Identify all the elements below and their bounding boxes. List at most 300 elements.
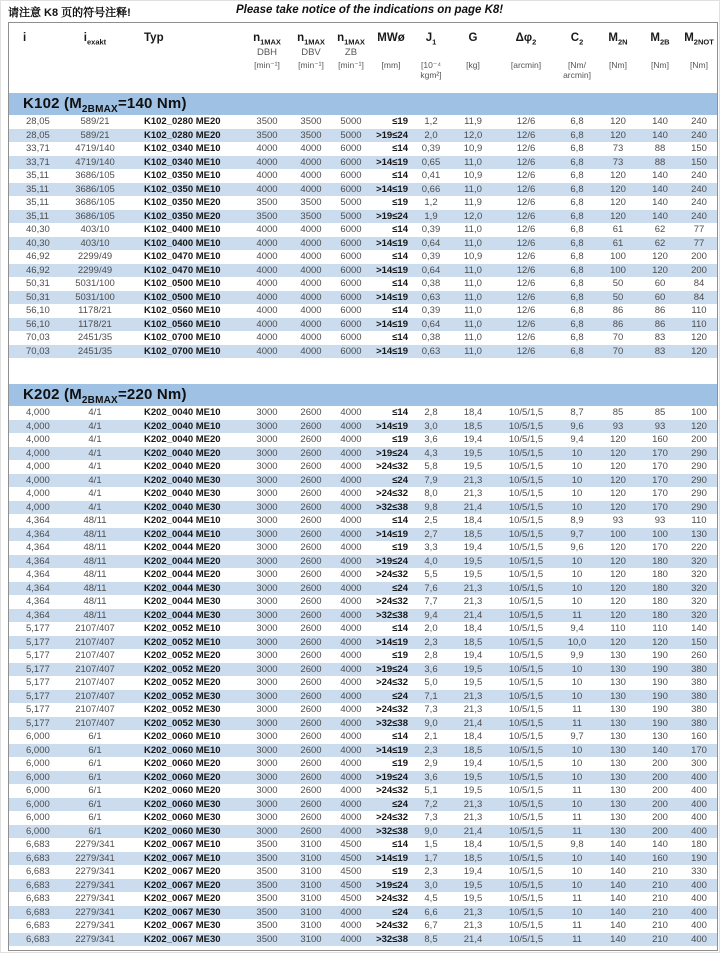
cell-n1max-dbh: 3000 (256, 717, 278, 729)
column-unit2: kgm²] (420, 70, 442, 80)
cell-mwo: ≤19 (392, 116, 408, 127)
column-symbol (451, 31, 495, 47)
cell-m2not: 320 (691, 582, 707, 594)
column-unit: [min⁻¹] (298, 60, 324, 70)
cell-iexakt: 2451/35 (77, 345, 113, 357)
cell-m2not: 400 (691, 906, 707, 918)
symbol-subscript: 1MAX (260, 37, 281, 47)
table-sections (9, 93, 717, 946)
cell-m2not: 290 (691, 488, 707, 499)
cell-mwo: >14≤19 (376, 636, 408, 648)
cell-i: 6,683 (26, 893, 50, 904)
cell-m2b: 130 (652, 731, 668, 742)
cell-m2n: 120 (610, 542, 626, 553)
cell-typ: K202_0040 ME30 (144, 501, 221, 513)
cell-iexakt: 403/10 (80, 237, 110, 249)
cell-m2n: 140 (610, 906, 626, 918)
cell-m2not: 77 (693, 237, 705, 249)
cell-n1max-dbh: 3000 (256, 474, 278, 486)
cell-m2not: 220 (691, 542, 707, 553)
cell-m2b: 210 (652, 866, 668, 877)
symbol-text: C (570, 32, 580, 44)
cell-m2b: 120 (652, 636, 668, 648)
section-title-subscript: 2BMAX (81, 395, 118, 406)
spec-table (8, 22, 718, 951)
cell-n1max-zb: 5000 (340, 129, 362, 141)
symbol-subscript: 2 (532, 37, 537, 47)
cell-j1: 7,3 (424, 812, 438, 823)
cell-c2: 11 (572, 933, 582, 945)
cell-typ: K202_0067 ME10 (144, 852, 221, 864)
cell-m2b: 190 (652, 650, 668, 661)
cell-dphi2: 12/6 (516, 237, 536, 249)
cell-typ: K102_0340 ME10 (144, 156, 221, 168)
note-english: Please take notice of the indications on page K8! (236, 4, 504, 16)
cell-i: 50,31 (26, 278, 50, 289)
cell-m2b: 86 (654, 318, 666, 330)
cell-iexakt: 2107/407 (75, 663, 115, 675)
cell-m2not: 260 (691, 650, 707, 661)
table-row (9, 798, 717, 812)
cell-dphi2: 12/6 (516, 291, 536, 303)
cell-mwo: >14≤19 (376, 852, 408, 864)
cell-mwo: >19≤24 (376, 555, 408, 567)
cell-iexakt: 4/1 (88, 447, 102, 459)
cell-n1max-dbv: 2600 (300, 488, 322, 499)
cell-typ: K202_0052 ME10 (144, 623, 221, 634)
cell-g: 21,3 (463, 596, 483, 607)
cell-iexakt: 4/1 (88, 420, 102, 432)
cell-m2n: 140 (610, 866, 626, 877)
cell-typ: K202_0044 ME30 (144, 582, 221, 594)
cell-m2n: 85 (612, 407, 624, 418)
cell-j1: 0,64 (421, 237, 441, 249)
cell-n1max-zb: 4000 (340, 798, 362, 810)
cell-g: 11,0 (464, 291, 482, 303)
column-symbol (291, 31, 331, 47)
cell-m2not: 77 (693, 224, 705, 235)
cell-m2n: 120 (610, 129, 626, 141)
section-title (9, 93, 717, 115)
cell-g: 19,5 (463, 677, 483, 688)
cell-m2n: 120 (610, 488, 626, 499)
cell-typ: K202_0044 ME10 (144, 515, 221, 526)
cell-mwo: ≤14 (392, 515, 408, 526)
cell-c2: 6,8 (570, 251, 584, 262)
cell-dphi2: 10/5/1,5 (508, 542, 544, 553)
cell-typ: K202_0052 ME20 (144, 677, 221, 688)
cell-i: 56,10 (26, 318, 50, 330)
cell-typ: K202_0067 ME10 (144, 839, 221, 850)
cell-m2not: 160 (691, 731, 707, 742)
cell-iexakt: 48/11 (83, 582, 107, 594)
cell-m2b: 140 (652, 744, 668, 756)
cell-j1: 4,3 (424, 447, 438, 459)
symbol-subscript: 2 (579, 37, 584, 47)
column-variant-label (495, 47, 557, 60)
cell-n1max-dbv: 2600 (300, 528, 322, 540)
column-symbol (243, 31, 291, 47)
cell-dphi2: 12/6 (516, 210, 536, 222)
cell-typ: K102_0340 ME10 (144, 143, 221, 154)
cell-j1: 9,0 (424, 717, 438, 729)
cell-j1: 7,2 (424, 798, 438, 810)
cell-g: 18,4 (463, 839, 483, 850)
cell-n1max-dbh: 3000 (256, 609, 278, 621)
cell-m2b: 140 (652, 116, 668, 127)
cell-c2: 10,0 (567, 636, 587, 648)
cell-i: 6,683 (26, 920, 50, 931)
column-unit: [min⁻¹] (338, 60, 364, 70)
symbol-text: G (468, 32, 478, 44)
cell-i: 6,683 (26, 852, 50, 864)
cell-m2not: 180 (691, 839, 707, 850)
cell-j1: 2,0 (424, 623, 438, 634)
table-row (9, 649, 717, 663)
cell-m2not: 320 (691, 569, 707, 580)
cell-dphi2: 10/5/1,5 (508, 677, 544, 688)
cell-mwo: ≤14 (392, 170, 408, 181)
cell-typ: K102_0560 ME10 (144, 318, 221, 330)
cell-m2not: 150 (691, 156, 707, 168)
cell-mwo: ≤14 (392, 305, 408, 316)
cell-m2b: 200 (652, 812, 668, 823)
table-row (9, 460, 717, 474)
column-symbol (331, 31, 371, 47)
column-unit: [Nm/ (568, 60, 586, 70)
cell-j1: 2,8 (424, 407, 438, 418)
cell-j1: 2,3 (424, 744, 438, 756)
cell-mwo: >19≤24 (376, 663, 408, 675)
cell-mwo: >24≤32 (376, 920, 408, 931)
cell-g: 11,0 (464, 224, 482, 235)
table-row (9, 474, 717, 488)
cell-n1max-dbh: 4000 (256, 264, 278, 276)
cell-c2: 10 (571, 771, 583, 783)
symbol-subscript: exakt (87, 37, 107, 47)
cell-m2b: 93 (654, 515, 666, 526)
cell-iexakt: 2107/407 (75, 636, 115, 648)
cell-iexakt: 2107/407 (75, 690, 115, 702)
cell-mwo: ≤14 (392, 278, 408, 289)
cell-i: 4,000 (26, 434, 50, 445)
cell-dphi2: 10/5/1,5 (508, 825, 544, 837)
table-row (9, 223, 717, 237)
cell-typ: K202_0060 ME30 (144, 798, 221, 810)
cell-typ: K202_0044 ME20 (144, 569, 221, 580)
cell-dphi2: 10/5/1,5 (508, 731, 544, 742)
symbol-text: i (23, 32, 27, 44)
column-header-mwo (371, 31, 411, 93)
cell-iexakt: 4719/140 (75, 143, 115, 154)
cell-n1max-dbv: 2600 (300, 744, 322, 756)
cell-n1max-zb: 6000 (340, 332, 362, 343)
column-symbol (23, 31, 59, 47)
cell-m2not: 400 (691, 893, 707, 904)
cell-m2not: 120 (691, 332, 707, 343)
cell-m2n: 130 (610, 704, 626, 715)
cell-g: 19,4 (463, 434, 483, 445)
cell-m2not: 400 (691, 825, 707, 837)
cell-dphi2: 12/6 (516, 278, 536, 289)
cell-i: 4,364 (26, 569, 50, 580)
cell-n1max-dbv: 4000 (300, 170, 322, 181)
cell-m2not: 100 (691, 407, 707, 418)
cell-m2not: 200 (691, 434, 707, 445)
cell-n1max-dbv: 2600 (300, 758, 322, 769)
column-variant-label (557, 47, 597, 60)
cell-n1max-dbv: 4000 (300, 345, 322, 357)
cell-n1max-dbh: 4000 (256, 143, 278, 154)
cell-mwo: >19≤24 (376, 210, 408, 222)
cell-i: 5,177 (26, 677, 50, 688)
cell-m2not: 290 (691, 461, 707, 472)
cell-typ: K202_0052 ME30 (144, 717, 221, 729)
cell-m2b: 88 (654, 143, 666, 154)
column-unit: [mm] (381, 60, 401, 70)
cell-mwo: ≤19 (392, 434, 408, 445)
cell-m2n: 61 (612, 224, 624, 235)
cell-n1max-zb: 4500 (340, 879, 362, 891)
cell-n1max-dbh: 4000 (256, 332, 278, 343)
cell-g: 18,4 (463, 731, 483, 742)
cell-m2not: 290 (691, 447, 707, 459)
cell-mwo: >24≤32 (376, 785, 408, 796)
cell-n1max-dbh: 3000 (256, 515, 278, 526)
cell-n1max-zb: 5000 (340, 116, 362, 127)
cell-g: 21,4 (463, 933, 483, 945)
cell-i: 5,177 (26, 636, 50, 648)
cell-n1max-dbh: 3500 (256, 879, 278, 891)
cell-i: 4,000 (26, 488, 50, 499)
cell-n1max-dbv: 3100 (300, 893, 322, 904)
cell-n1max-dbv: 2600 (300, 596, 322, 607)
cell-iexakt: 4719/140 (75, 156, 115, 168)
cell-typ: K102_0470 ME10 (144, 264, 221, 276)
cell-dphi2: 10/5/1,5 (508, 933, 544, 945)
column-header-m2b (639, 31, 681, 93)
cell-n1max-dbh: 3000 (256, 582, 278, 594)
cell-typ: K102_0700 ME10 (144, 332, 221, 343)
cell-mwo: >24≤32 (376, 488, 408, 499)
cell-c2: 6,8 (570, 197, 584, 208)
cell-g: 18,4 (463, 623, 483, 634)
cell-m2b: 140 (652, 197, 668, 208)
cell-m2not: 120 (691, 345, 707, 357)
cell-c2: 6,8 (570, 170, 584, 181)
cell-i: 4,000 (26, 501, 50, 513)
cell-j1: 2,1 (424, 731, 438, 742)
cell-j1: 0,38 (421, 332, 441, 343)
cell-j1: 0,39 (421, 305, 441, 316)
cell-iexakt: 2451/35 (77, 332, 113, 343)
table-row (9, 528, 717, 542)
cell-m2not: 380 (691, 663, 707, 675)
cell-c2: 10 (571, 596, 583, 607)
cell-c2: 11 (572, 920, 582, 931)
cell-mwo: >24≤32 (376, 596, 408, 607)
cell-n1max-dbh: 4000 (256, 291, 278, 303)
cell-dphi2: 12/6 (516, 318, 536, 330)
column-header-iexakt (59, 31, 131, 93)
cell-n1max-dbh: 3000 (256, 650, 278, 661)
table-row (9, 879, 717, 893)
cell-j1: 7,1 (424, 690, 438, 702)
cell-i: 6,683 (26, 839, 50, 850)
cell-typ: K202_0060 ME20 (144, 771, 221, 783)
cell-m2n: 120 (610, 582, 626, 594)
cell-n1max-zb: 4000 (340, 731, 362, 742)
cell-n1max-dbv: 2600 (300, 582, 322, 594)
cell-iexakt: 2279/341 (75, 852, 115, 864)
symbol-text: Typ (144, 32, 164, 44)
cell-n1max-dbv: 3100 (300, 852, 322, 864)
cell-g: 11,0 (464, 332, 482, 343)
cell-c2: 10 (571, 906, 583, 918)
cell-c2: 6,8 (570, 143, 584, 154)
cell-iexakt: 4/1 (88, 407, 102, 418)
table-row (9, 933, 717, 947)
section-title-text: =140 Nm) (117, 95, 187, 112)
cell-g: 11,0 (464, 278, 482, 289)
cell-n1max-zb: 4000 (340, 582, 362, 594)
cell-n1max-zb: 4000 (340, 920, 362, 931)
column-header-g (451, 31, 495, 93)
table-row (9, 541, 717, 555)
cell-dphi2: 10/5/1,5 (508, 744, 544, 756)
cell-iexakt: 2279/341 (75, 933, 115, 945)
cell-g: 21,3 (463, 474, 483, 486)
cell-n1max-dbv: 3100 (300, 933, 322, 945)
cell-n1max-dbh: 3500 (256, 893, 278, 904)
cell-i: 6,000 (26, 771, 50, 783)
cell-m2n: 120 (610, 609, 626, 621)
cell-i: 46,92 (26, 251, 50, 262)
column-header-j1 (411, 31, 451, 93)
cell-typ: K202_0052 ME30 (144, 704, 221, 715)
cell-n1max-dbh: 3500 (256, 866, 278, 877)
column-variant-label: DBV (301, 47, 321, 58)
cell-dphi2: 12/6 (516, 224, 536, 235)
cell-mwo: >24≤32 (376, 461, 408, 472)
cell-c2: 6,8 (570, 116, 584, 127)
cell-n1max-dbv: 2600 (300, 812, 322, 823)
cell-m2not: 110 (691, 318, 707, 330)
cell-m2n: 100 (610, 264, 626, 276)
cell-m2not: 190 (691, 852, 707, 864)
cell-mwo: >24≤32 (376, 893, 408, 904)
cell-mwo: >24≤32 (376, 677, 408, 688)
cell-i: 28,05 (26, 116, 50, 127)
cell-n1max-dbv: 2600 (300, 717, 322, 729)
cell-c2: 8,9 (570, 515, 584, 526)
symbol-text: n (337, 32, 345, 44)
cell-typ: K202_0044 ME30 (144, 609, 221, 621)
cell-iexakt: 2279/341 (75, 879, 115, 891)
cell-dphi2: 10/5/1,5 (508, 623, 544, 634)
cell-n1max-dbh: 3000 (256, 461, 278, 472)
cell-g: 11,0 (464, 264, 482, 276)
cell-j1: 1,2 (424, 197, 438, 208)
cell-c2: 9,8 (570, 839, 584, 850)
cell-m2not: 290 (691, 501, 707, 513)
cell-c2: 10 (571, 569, 583, 580)
cell-n1max-dbh: 3500 (256, 839, 278, 850)
cell-c2: 10 (571, 690, 583, 702)
cell-c2: 9,6 (570, 542, 584, 553)
cell-m2n: 140 (610, 893, 626, 904)
cell-j1: 0,63 (421, 291, 441, 303)
cell-m2n: 50 (612, 278, 624, 289)
cell-m2not: 290 (691, 474, 707, 486)
cell-n1max-zb: 5000 (340, 197, 362, 208)
cell-g: 18,5 (463, 744, 483, 756)
table-row (9, 609, 717, 623)
cell-c2: 10 (571, 758, 583, 769)
table-row (9, 825, 717, 839)
cell-iexakt: 2279/341 (75, 866, 115, 877)
cell-g: 18,4 (463, 407, 483, 418)
cell-m2not: 400 (691, 879, 707, 891)
cell-iexakt: 48/11 (83, 569, 107, 580)
cell-m2n: 86 (612, 305, 624, 316)
cell-mwo: >14≤19 (376, 318, 408, 330)
cell-m2not: 200 (691, 264, 707, 276)
cell-n1max-dbv: 2600 (300, 663, 322, 675)
cell-mwo: ≤19 (392, 542, 408, 553)
cell-m2not: 320 (691, 609, 707, 621)
cell-iexakt: 2107/407 (75, 650, 115, 661)
cell-m2n: 100 (610, 251, 626, 262)
cell-iexakt: 6/1 (88, 771, 102, 783)
cell-iexakt: 4/1 (88, 501, 102, 513)
symbol-subscript: 2B (660, 37, 670, 47)
table-row (9, 304, 717, 318)
cell-m2n: 73 (612, 156, 624, 168)
cell-j1: 7,3 (424, 704, 438, 715)
cell-dphi2: 10/5/1,5 (508, 758, 544, 769)
section-gap (9, 358, 717, 384)
cell-n1max-zb: 6000 (340, 278, 362, 289)
column-variant-label: DBH (256, 47, 278, 58)
cell-n1max-zb: 6000 (340, 156, 362, 168)
cell-j1: 5,8 (424, 461, 438, 472)
cell-c2: 6,8 (570, 183, 584, 195)
cell-m2n: 120 (610, 569, 626, 580)
cell-j1: 0,39 (421, 143, 441, 154)
cell-i: 6,000 (26, 812, 50, 823)
cell-dphi2: 10/5/1,5 (508, 488, 544, 499)
table-row (9, 447, 717, 461)
cell-m2n: 130 (610, 690, 626, 702)
cell-m2n: 120 (610, 434, 626, 445)
cell-m2n: 130 (610, 650, 626, 661)
cell-n1max-dbv: 2600 (300, 474, 322, 486)
cell-j1: 3,6 (424, 663, 438, 675)
cell-iexakt: 6/1 (88, 825, 102, 837)
cell-m2not: 84 (693, 291, 705, 303)
cell-n1max-dbh: 4000 (256, 170, 278, 181)
cell-n1max-dbh: 4000 (256, 278, 278, 289)
cell-dphi2: 10/5/1,5 (508, 866, 544, 877)
cell-n1max-dbh: 3000 (256, 569, 278, 580)
cell-g: 21,3 (463, 920, 483, 931)
column-variant-label (597, 47, 639, 60)
cell-n1max-dbh: 3500 (256, 933, 278, 945)
cell-m2b: 180 (652, 609, 668, 621)
cell-n1max-dbv: 4000 (300, 332, 322, 343)
cell-iexakt: 589/21 (80, 116, 110, 127)
